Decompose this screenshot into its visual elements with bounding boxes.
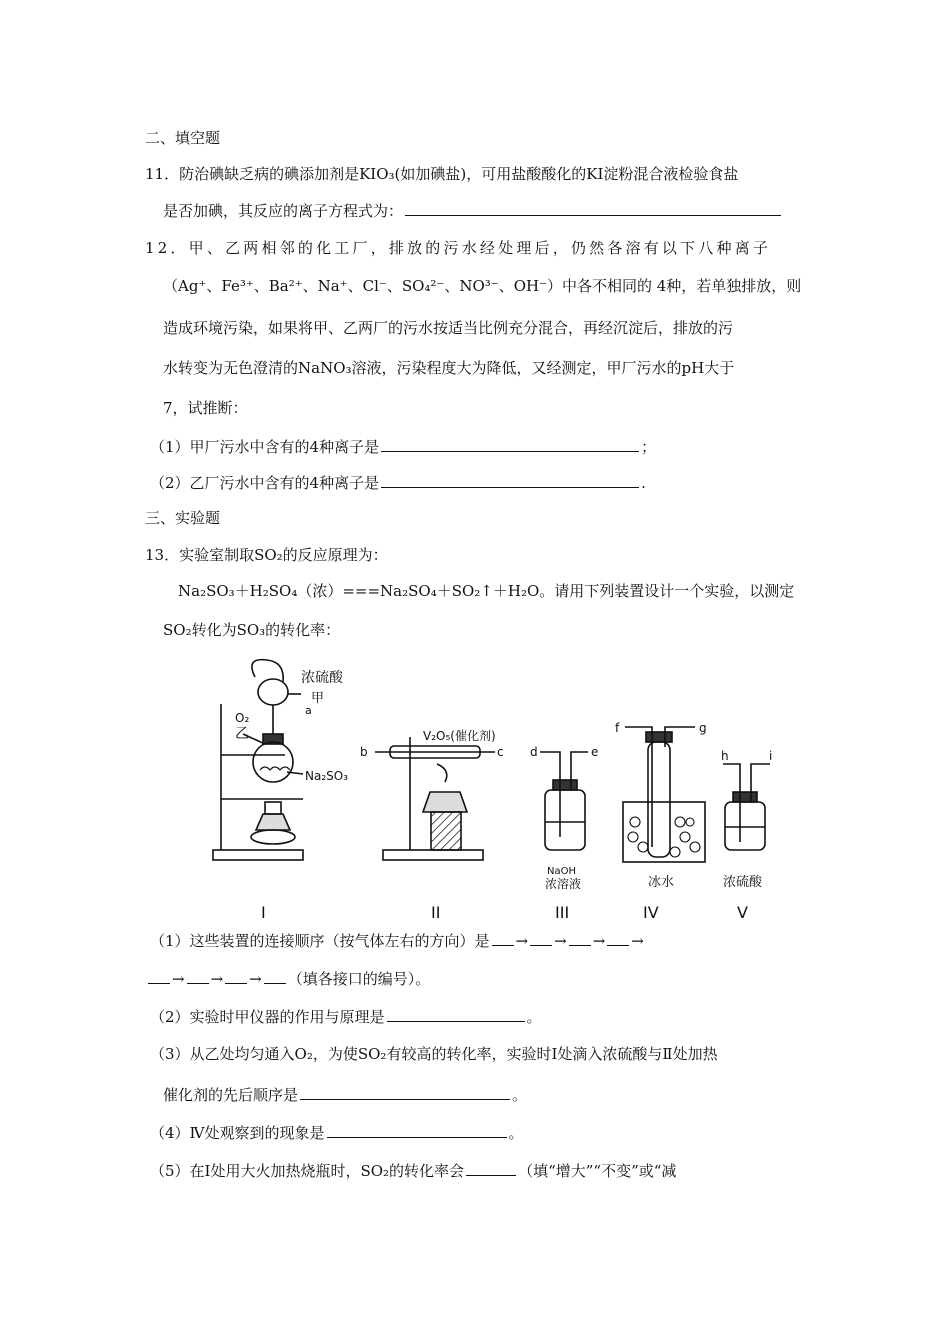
q13-sub2-end: 。 <box>526 1008 542 1026</box>
connection-blank-3[interactable] <box>569 930 591 946</box>
q12-sub2-end: . <box>641 474 646 492</box>
connection-blank-4[interactable] <box>607 930 629 946</box>
q12-line5: 7，试推断： <box>163 399 248 417</box>
q13-sub3-blank[interactable] <box>300 1084 510 1100</box>
label-na2so3: Na₂SO₃ <box>305 769 349 783</box>
q12-line3: 造成环境污染，如果将甲、乙两厂的污水按适当比例充分混合，再经沉淀后，排放的污 <box>163 319 734 337</box>
bottle-5 <box>725 802 765 850</box>
connection-blank-1[interactable] <box>492 930 514 946</box>
q12-sub1-prompt: （1）甲厂污水中含有的4种离子是 <box>150 438 380 456</box>
q13-sub2-blank[interactable] <box>387 1006 525 1022</box>
q13-sub1-prompt: （1）这些装置的连接顺序（按气体左右的方向）是 <box>150 932 490 950</box>
label-acid: 浓硫酸 <box>301 670 343 686</box>
q13-sub2 <box>150 1006 542 1027</box>
q13-sub1-line1: （1）这些装置的连接顺序（按气体左右的方向）是 → → → → <box>150 932 644 950</box>
label-g: g <box>699 721 707 735</box>
label-e: e <box>591 745 599 759</box>
q12-sub2-blank[interactable] <box>381 472 639 488</box>
q12-sub1 <box>150 436 656 457</box>
stand-base-1 <box>213 850 303 860</box>
section-heading-fill-blank: 二、填空题 <box>145 129 221 147</box>
roman-1: I <box>261 903 266 922</box>
section-heading-experiment: 三、实验题 <box>145 509 221 527</box>
q12-line2: （Ag⁺、Fe³⁺、Ba²⁺、Na⁺、Cl⁻、SO₄²⁻、NO³⁻、OH⁻）中各不相同的 4种，若单独排放，则 <box>163 277 802 295</box>
q13-sub5-blank[interactable] <box>466 1160 516 1176</box>
label-c: c <box>497 745 504 759</box>
q13-sub3-end: 。 <box>512 1086 528 1104</box>
q13-sub1-suffix: （填各接口的编号）。 <box>287 970 431 988</box>
lamp-1 <box>256 814 290 830</box>
label-f: f <box>615 721 620 735</box>
q13-line1: 13．实验室制取SO₂的反应原理为： <box>145 546 388 564</box>
q12-line1: 12．甲、乙两相邻的化工厂，排放的污水经处理后，仍然各溶有以下八种离子 <box>145 239 772 257</box>
label-naoh: NaOH <box>547 866 576 877</box>
q13-sub1-line2: → → → （填各接口的编号）。 <box>146 968 430 989</box>
q12-sub1-end: ； <box>641 438 657 456</box>
label-a: a <box>305 704 312 717</box>
q13-sub2-prompt: （2）实验时甲仪器的作用与原理是 <box>150 1008 385 1026</box>
flask-1 <box>253 742 293 782</box>
q12-sub2-prompt: （2）乙厂污水中含有的4种离子是 <box>150 474 380 492</box>
q13-sub5-end: （填“增大”“不变”或“减 <box>518 1162 677 1180</box>
label-i: i <box>769 749 773 763</box>
pressure-tube <box>252 660 283 682</box>
label-o2: O₂ <box>235 711 250 725</box>
connection-blank-7[interactable] <box>225 968 247 984</box>
q13-line3: SO₂转化为SO₃的转化率： <box>163 621 341 639</box>
q13-line2: Na₂SO₃＋H₂SO₄（浓）===Na₂SO₄＋SO₂↑＋H₂O。请用下列装置设计一个实验，以测定 <box>178 582 795 600</box>
label-d: d <box>530 745 538 759</box>
q13-sub3-line1: （3）从乙处均匀通入O₂，为使SO₂有较高的转化率，实验时Ⅰ处滴入浓硫酸与Ⅱ处加热 <box>150 1045 718 1063</box>
apparatus-svg <box>205 652 795 924</box>
label-jia: 甲 <box>311 691 325 706</box>
label-conc-acid: 浓硫酸 <box>723 875 763 890</box>
label-yi: 乙 <box>235 726 249 742</box>
label-catalyst: V₂O₅(催化剂) <box>423 729 496 743</box>
bottle-3 <box>545 790 585 850</box>
lamp-2 <box>431 812 461 850</box>
q13-sub4 <box>150 1122 524 1143</box>
apparatus-figure <box>205 652 795 924</box>
roman-3: III <box>555 903 570 922</box>
roman-5: V <box>737 903 748 922</box>
label-ice: 冰水 <box>648 875 675 890</box>
q12-line4: 水转变为无色澄清的NaNO₃溶液，污染程度大为降低，又经测定，甲厂污水的pH大于 <box>163 359 735 377</box>
connection-blank-2[interactable] <box>530 930 552 946</box>
roman-2: II <box>431 903 441 922</box>
q12-sub2 <box>150 472 646 493</box>
label-b: b <box>360 745 368 759</box>
q13-sub4-blank[interactable] <box>327 1122 507 1138</box>
label-naoh-sol: 浓溶液 <box>545 877 582 891</box>
q13-sub5-prompt: （5）在Ⅰ处用大火加热烧瓶时，SO₂的转化率会 <box>150 1162 465 1180</box>
label-h: h <box>721 749 729 763</box>
connection-blank-8[interactable] <box>264 968 286 984</box>
connection-blank-5[interactable] <box>148 968 170 984</box>
roman-4: IV <box>643 903 659 922</box>
q11-prompt: 是否加碘，其反应的离子方程式为： <box>163 202 404 220</box>
q13-sub4-prompt: （4）Ⅳ处观察到的现象是 <box>150 1124 325 1142</box>
q13-sub4-end: 。 <box>508 1124 524 1142</box>
q12-sub1-blank[interactable] <box>381 436 639 452</box>
q11-line2 <box>163 200 783 221</box>
q13-sub3-line2 <box>163 1084 527 1105</box>
q13-sub5 <box>150 1160 676 1181</box>
q13-sub3-prompt: 催化剂的先后顺序是 <box>163 1086 299 1104</box>
funnel-jia <box>258 679 288 705</box>
connection-blank-6[interactable] <box>187 968 209 984</box>
q11-answer-blank[interactable] <box>405 200 781 216</box>
q11-line1: 11．防治碘缺乏病的碘添加剂是KIO₃(如加碘盐)，可用盐酸酸化的KI淀粉混合液检验食盐 <box>145 165 739 183</box>
